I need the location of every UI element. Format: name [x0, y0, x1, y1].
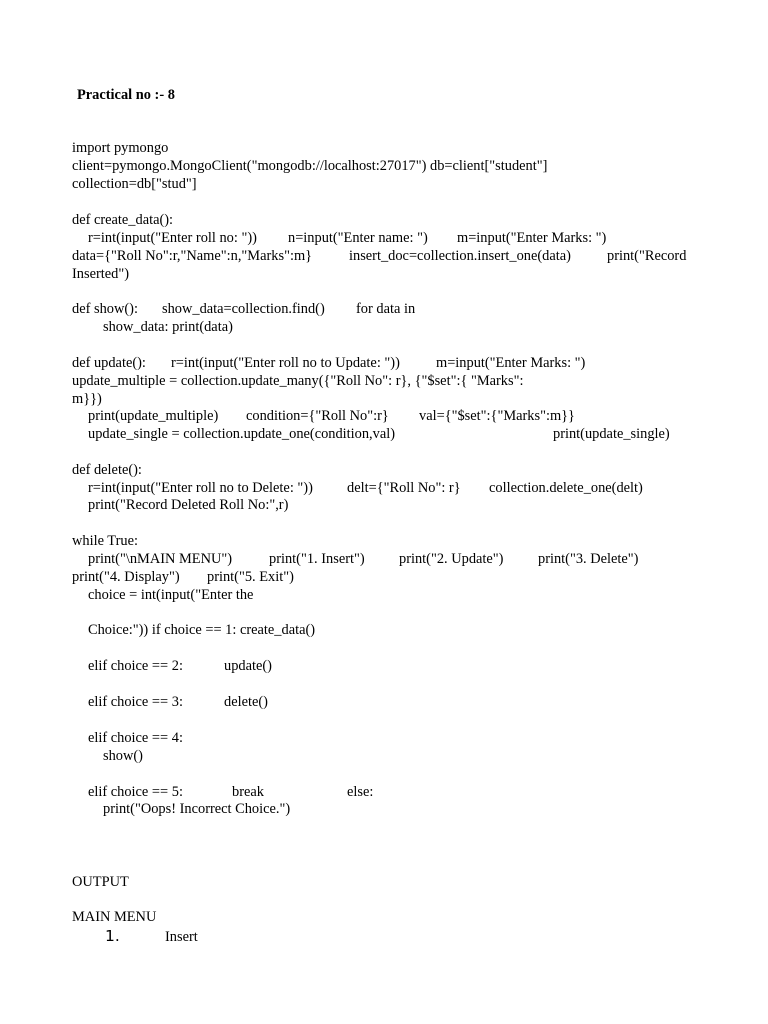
- code-line: print("\nMAIN MENU"): [88, 551, 233, 567]
- code-line: for data in: [356, 301, 416, 317]
- code-line: update_single = collection.update_one(condition,val): [88, 426, 396, 442]
- code-line: def show():: [72, 301, 138, 317]
- output-list-number: 1.: [105, 927, 120, 945]
- code-line: break: [232, 784, 264, 800]
- code-line: import pymongo: [72, 140, 169, 156]
- code-line: r=int(input("Enter roll no: ")): [88, 230, 257, 246]
- code-line: Choice:")) if choice == 1: create_data(): [88, 622, 316, 638]
- code-line: Inserted"): [72, 266, 130, 282]
- code-line: condition={"Roll No":r}: [246, 408, 389, 424]
- code-line: choice = int(input("Enter the: [88, 587, 254, 603]
- code-line: while True:: [72, 533, 138, 549]
- code-line: val={"$set":{"Marks":m}}: [419, 408, 575, 424]
- output-list-item: Insert: [165, 929, 198, 945]
- output-heading: OUTPUT: [72, 874, 129, 890]
- code-line: show(): [103, 748, 143, 764]
- code-line: show_data: print(data): [103, 319, 233, 335]
- page-title: Practical no :- 8: [77, 87, 175, 103]
- code-line: print(update_single): [553, 426, 670, 442]
- code-line: m=input("Enter Marks: "): [457, 230, 607, 246]
- code-line: print("Oops! Incorrect Choice."): [103, 801, 291, 817]
- code-line: delt={"Roll No": r}: [347, 480, 461, 496]
- code-line: print("2. Update"): [399, 551, 504, 567]
- code-line: def delete():: [72, 462, 142, 478]
- code-line: delete(): [224, 694, 268, 710]
- code-line: print("3. Delete"): [538, 551, 639, 567]
- code-line: def create_data():: [72, 212, 174, 228]
- code-line: show_data=collection.find(): [162, 301, 325, 317]
- code-line: n=input("Enter name: "): [288, 230, 428, 246]
- code-line: print(update_multiple): [88, 408, 219, 424]
- code-line: update(): [224, 658, 272, 674]
- code-line: elif choice == 2:: [88, 658, 183, 674]
- code-line: elif choice == 5:: [88, 784, 183, 800]
- code-line: print("1. Insert"): [269, 551, 365, 567]
- code-line: print("4. Display"): [72, 569, 180, 585]
- code-line: collection.delete_one(delt): [489, 480, 643, 496]
- code-line: collection=db["stud"]: [72, 176, 197, 192]
- code-line: insert_doc=collection.insert_one(data): [349, 248, 571, 264]
- code-line: update_multiple = collection.update_many({"Roll No": r}, {"$set":{ "Marks":: [72, 373, 524, 389]
- code-line: m}}): [72, 391, 102, 407]
- code-line: client=pymongo.MongoClient("mongodb://localhost:27017") db=client["student"]: [72, 158, 548, 174]
- code-line: else:: [347, 784, 374, 800]
- code-line: print("Record: [607, 248, 687, 264]
- code-line: def update():: [72, 355, 146, 371]
- code-line: m=input("Enter Marks: "): [436, 355, 586, 371]
- code-line: elif choice == 4:: [88, 730, 183, 746]
- code-line: print("Record Deleted Roll No:",r): [88, 497, 289, 513]
- code-line: print("5. Exit"): [207, 569, 294, 585]
- code-line: elif choice == 3:: [88, 694, 183, 710]
- code-line: data={"Roll No":r,"Name":n,"Marks":m}: [72, 248, 313, 264]
- code-line: r=int(input("Enter roll no to Update: ")): [171, 355, 400, 371]
- output-menu-title: MAIN MENU: [72, 909, 157, 925]
- code-line: r=int(input("Enter roll no to Delete: ")): [88, 480, 313, 496]
